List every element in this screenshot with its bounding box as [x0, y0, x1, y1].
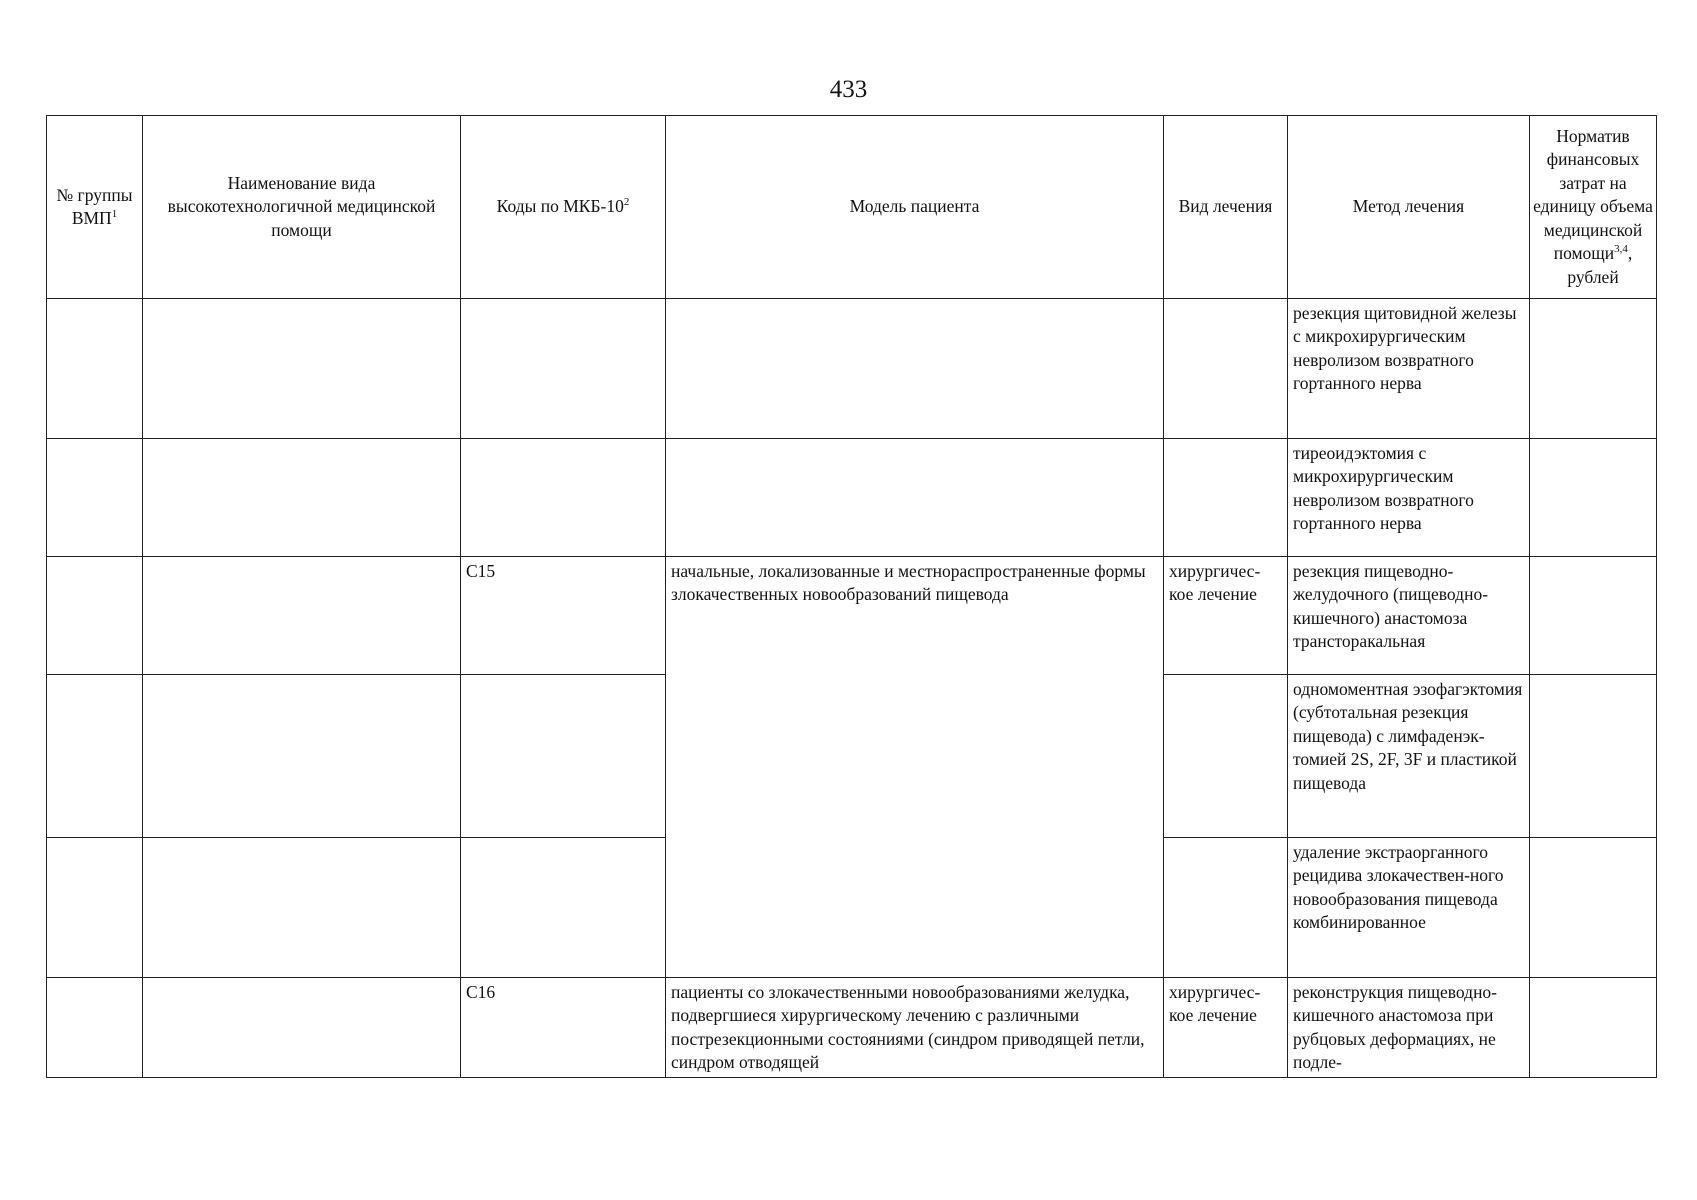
cell-care-name — [143, 299, 461, 439]
cell-cost-norm — [1530, 299, 1657, 439]
cell-treatment-type: хирургичес-кое лечение — [1164, 978, 1288, 1078]
cell-patient-model — [666, 299, 1164, 439]
header-group-no: № группы ВМП$^1$ — [47, 116, 143, 299]
cell-treatment-method: резекция щитовидной железы с микрохирургическим невролизом возвратного гортанного нерва — [1288, 299, 1530, 439]
cell-treatment-method: реконструкция пищеводно-кишечного анастомоза при рубцовых деформациях, не подле- — [1288, 978, 1530, 1078]
header-cost-norm: Норматив финансовых затрат на единицу объема медицинской помощи$^{3,4}$, рублей — [1530, 116, 1657, 299]
cell-patient-model: начальные, локализованные и местнораспространенные формы злокачественных новообразований пищевода — [666, 557, 1164, 978]
table-row — [47, 299, 1657, 439]
table-row — [47, 978, 1657, 1078]
cell-icd-code — [461, 838, 666, 978]
cell-treatment-type — [1164, 299, 1288, 439]
cell-care-name — [143, 838, 461, 978]
cell-treatment-method: резекция пищеводно-желудочного (пищеводно-кишечного) анастомоза трансторакальная — [1288, 557, 1530, 675]
cell-cost-norm — [1530, 675, 1657, 838]
cell-cost-norm — [1530, 838, 1657, 978]
cell-icd-code: C15 — [461, 557, 666, 675]
header-icd-codes: Коды по МКБ-$10^2$ — [461, 116, 666, 299]
cell-cost-norm — [1530, 978, 1657, 1078]
cell-icd-code — [461, 439, 666, 557]
cell-treatment-method: тиреоидэктомия с микрохирургическим невролизом возвратного гортанного нерва — [1288, 439, 1530, 557]
cell-group-no — [47, 299, 143, 439]
table-row — [47, 557, 1657, 675]
cell-group-no — [47, 439, 143, 557]
page-number: 433 — [829, 76, 868, 103]
cell-patient-model — [666, 439, 1164, 557]
cell-treatment-type — [1164, 675, 1288, 838]
cell-treatment-method: удаление экстраорганного рецидива злокачествен-ного новообразования пищевода комбинированное — [1288, 838, 1530, 978]
cell-care-name — [143, 978, 461, 1078]
cell-care-name — [143, 675, 461, 838]
header-treatment-method: Метод лечения — [1288, 116, 1530, 299]
cell-group-no — [47, 557, 143, 675]
table-row — [47, 439, 1657, 557]
cell-group-no — [47, 838, 143, 978]
cell-cost-norm — [1530, 439, 1657, 557]
cell-group-no — [47, 978, 143, 1078]
cell-care-name — [143, 439, 461, 557]
cell-group-no — [47, 675, 143, 838]
cell-treatment-type: хирургичес-кое лечение — [1164, 557, 1288, 675]
cell-cost-norm — [1530, 557, 1657, 675]
header-treatment-type: Вид лечения — [1164, 116, 1288, 299]
cell-icd-code — [461, 675, 666, 838]
header-patient-model: Модель пациента — [666, 116, 1164, 299]
header-care-name: Наименование вида высокотехнологичной медицинской помощи — [143, 116, 461, 299]
table-header-row — [47, 116, 1657, 299]
cell-icd-code: C16 — [461, 978, 666, 1078]
cell-icd-code — [461, 299, 666, 439]
cell-treatment-method: одномоментная эзофагэктомия (субтотальная резекция пищевода) с лимфаденэк-томией 2S, 2F, 3F и пластикой пищевода — [1288, 675, 1530, 838]
cell-treatment-type — [1164, 439, 1288, 557]
vmp-table — [46, 115, 1657, 1078]
cell-treatment-type — [1164, 838, 1288, 978]
cell-care-name — [143, 557, 461, 675]
cell-patient-model: пациенты со злокачественными новообразованиями желудка, подвергшиеся хирургическому лечению с различными пострезекционными состояниями (синдром приводящей петли, синдром отводящей — [666, 978, 1164, 1078]
